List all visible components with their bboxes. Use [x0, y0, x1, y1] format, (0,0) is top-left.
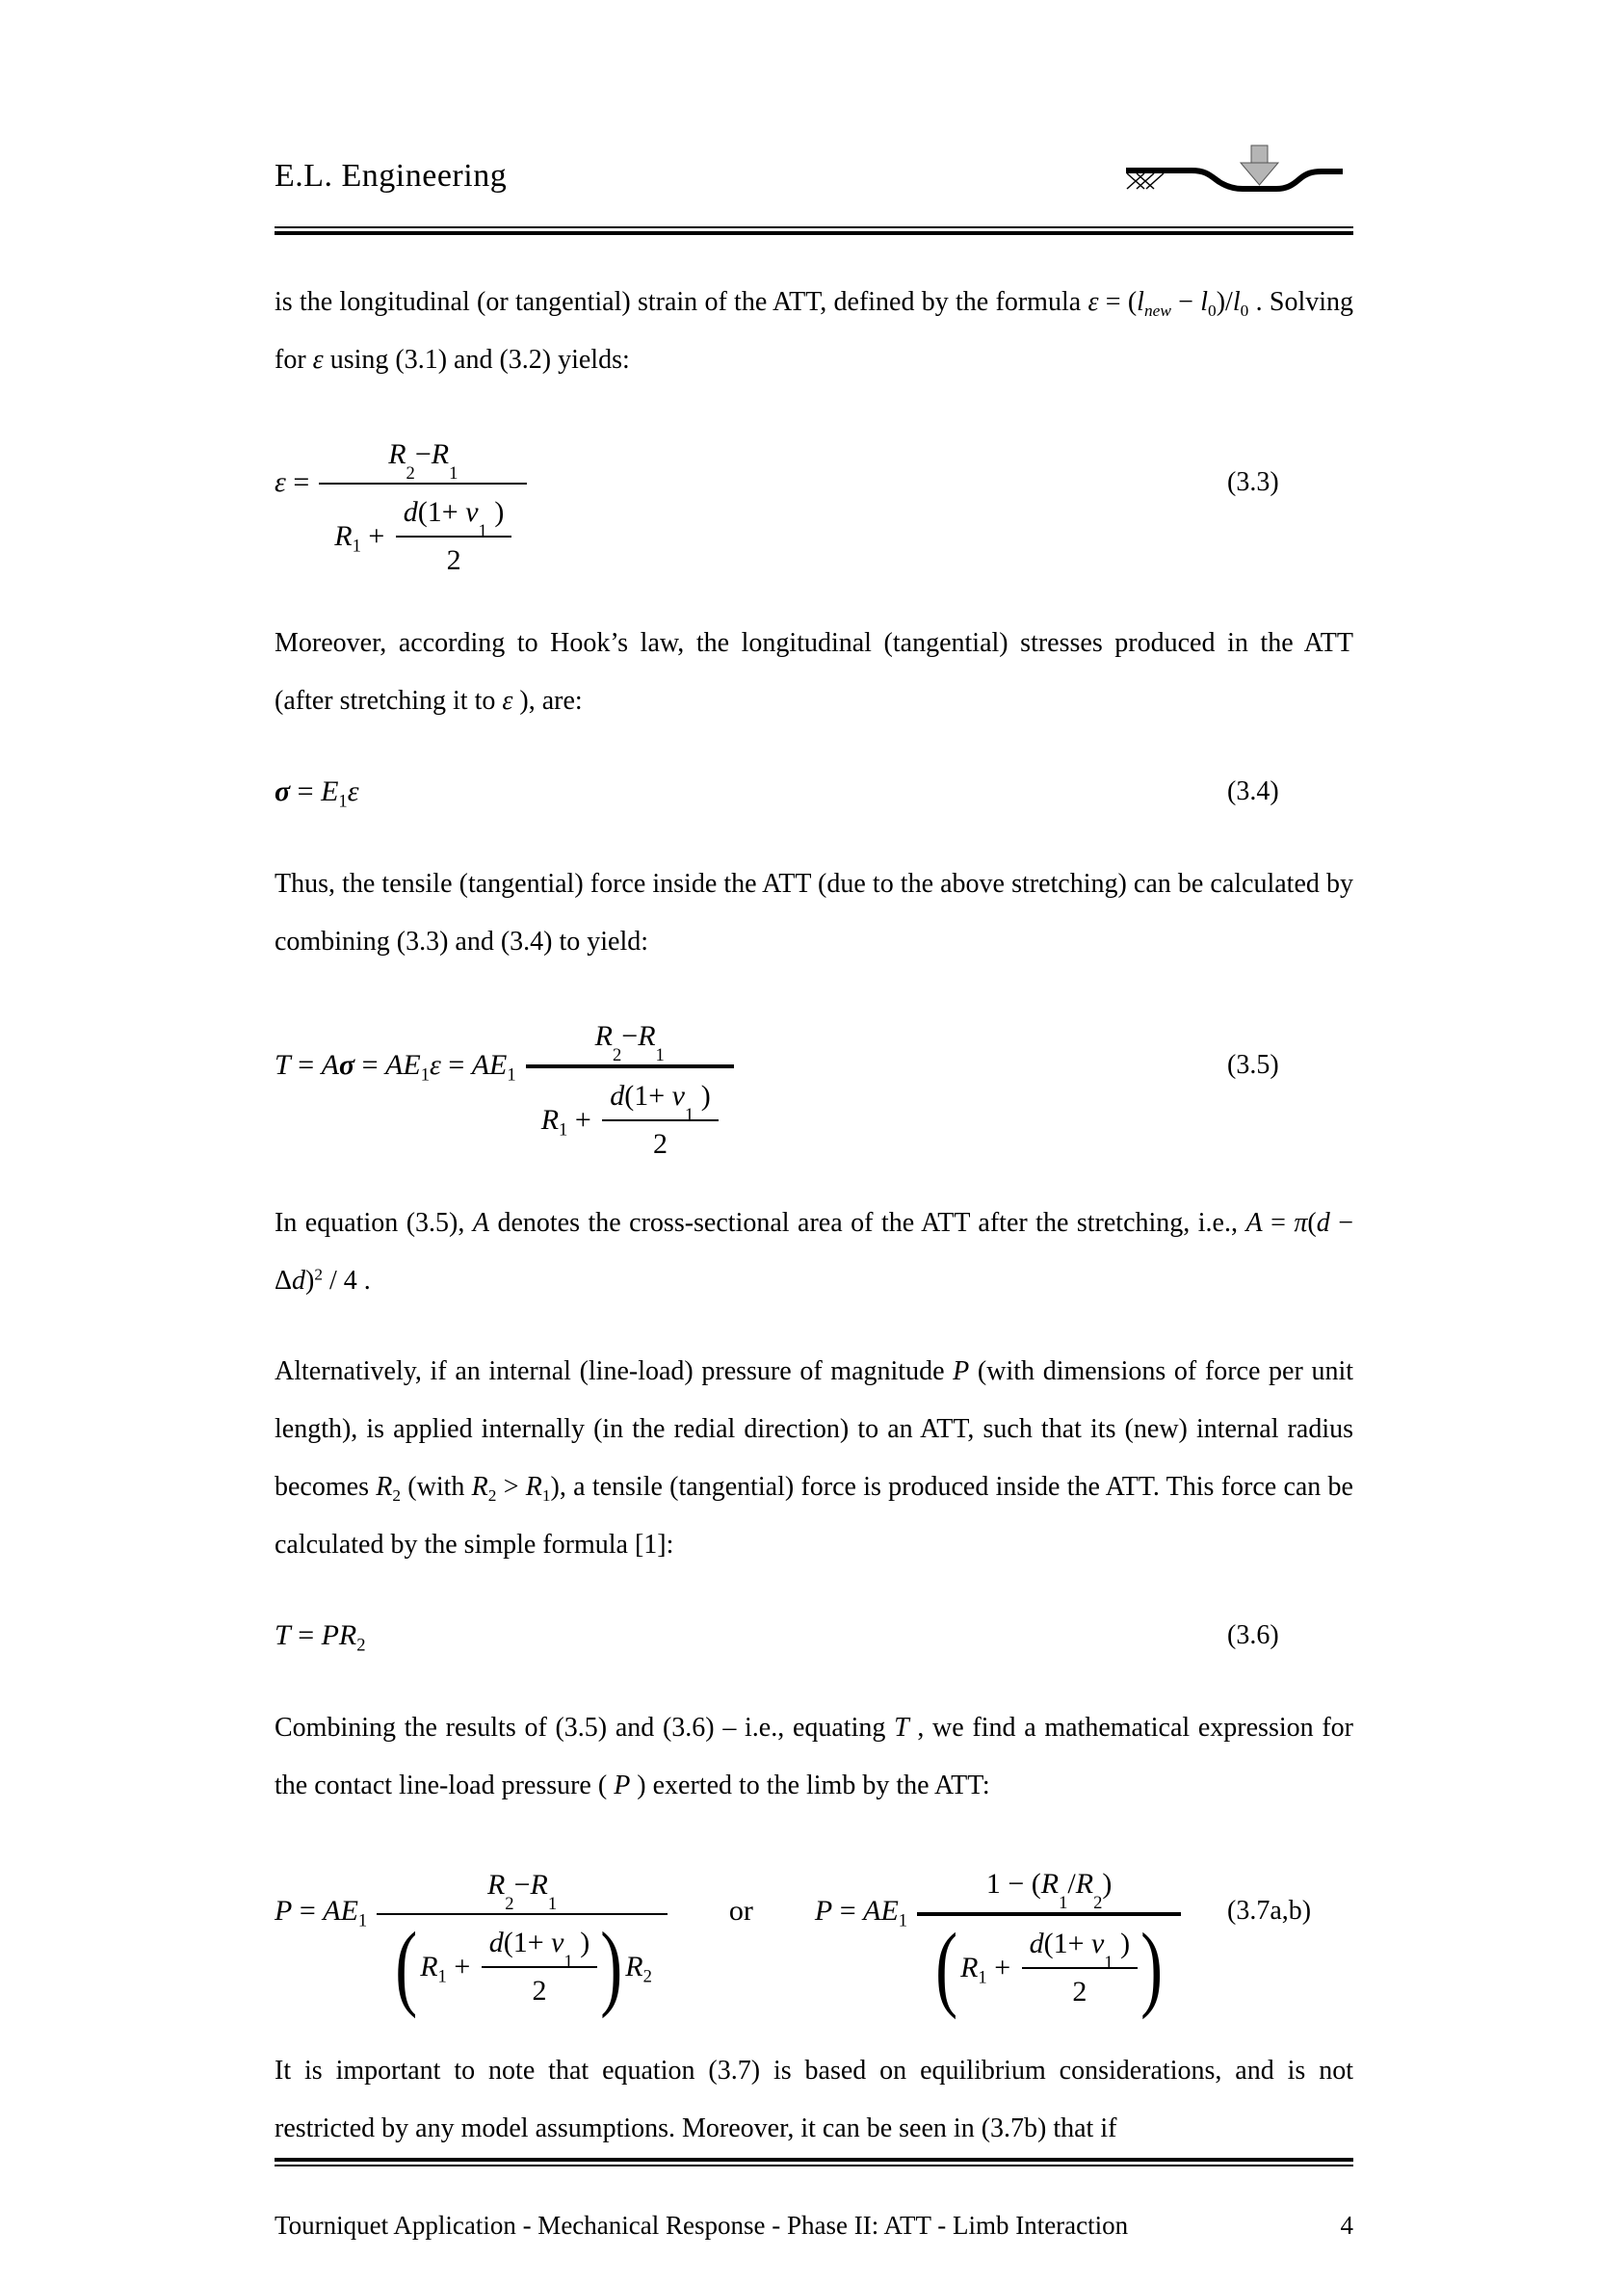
page-title: E.L. Engineering: [275, 158, 508, 194]
eq37b-lhs: $P = AE_1$: [814, 1895, 908, 1931]
equation-3-3: [275, 383, 1353, 582]
equation-3-7ab: [275, 1809, 1353, 2021]
equation-number-3-3: (3.3): [1227, 467, 1279, 497]
eq33-inner-fraction: [396, 493, 512, 580]
paragraph-combining: Combining the results of (3.5) and (3.6) – i.e., equating T , we find a mathematical expression for the contact line-load pressure ( P ) exerted to the limb by the ATT:: [275, 1713, 1353, 1800]
eq35-numerator: R 2 − R 1: [594, 1020, 665, 1065]
eq33-fraction: [319, 383, 527, 582]
or-separator: or: [728, 1895, 753, 1927]
hatch-marks: [1127, 173, 1164, 189]
eq37a-denominator: [377, 1913, 668, 2020]
open-paren: (: [395, 1913, 418, 2020]
eq37b-den-pre: $R_1$ +: [960, 1952, 1018, 1988]
eq37b-denominator: [917, 1912, 1181, 2021]
page-footer: [275, 2158, 1353, 2241]
down-arrow-icon: [1241, 145, 1278, 185]
page-number: 4: [1340, 2211, 1353, 2240]
eq37a-inner-den: 2: [482, 1966, 598, 2010]
eq35-lhs: $T = A\sigma = AE_1\varepsilon = AE_1$: [275, 1049, 516, 1086]
eq37b-inner-den: 2: [1022, 1967, 1139, 2011]
eq35-fraction: [526, 965, 734, 1166]
paragraph-equilibrium-note: It is important to note that equation (3.7) is based on equilibrium considerations, and is not restricted by any model assumptions. Moreover, it can be seen in (3.7b) that if: [275, 2056, 1353, 2143]
paragraph-hooks-law: Moreover, according to Hook’s law, the longitudinal (tangential) stresses produced in the ATT (after stretching it to ε ), are:: [275, 628, 1353, 716]
equation-number-3-7ab: (3.7a,b): [1227, 1896, 1312, 1926]
footer-rule: [275, 2158, 1353, 2166]
eq33-inner-den: 2: [396, 536, 512, 580]
eq33-lhs: ε =: [275, 466, 310, 498]
surface-line: [1126, 171, 1343, 189]
eq33-denominator: [319, 483, 527, 582]
eq33-numerator: R 2 − R 1: [388, 438, 458, 484]
eq35-den-pre: $R_1$ +: [540, 1104, 599, 1141]
equation-3-4: [275, 773, 1353, 811]
close-paren: ): [1140, 1914, 1164, 2021]
footer-title: Tourniquet Application - Mechanical Response - Phase II: ATT - Limb Interaction: [275, 2211, 1129, 2240]
eq36-body: $T = PR_2$: [275, 1619, 366, 1656]
equation-3-5: [275, 965, 1353, 1166]
eq37a-inner-fraction: [482, 1924, 598, 2010]
eq35-inner-fraction: [602, 1077, 719, 1164]
eq37a-fraction: [377, 1810, 668, 2020]
indentation-arrow-logo: [1124, 144, 1345, 193]
paragraph-cross-section: In equation (3.5), A denotes the cross-sectional area of the ATT after the stretching, i.e., $A = \pi(d - \Delta d)^2 / 4$ .: [275, 1208, 1354, 1296]
eq37b-numerator: 1 − ( R 1 / R 2 ): [985, 1868, 1113, 1913]
eq37a-lhs: $P = AE_1$: [275, 1895, 368, 1931]
header-rule: [275, 226, 1353, 235]
eq35-inner-num: d (1+ ν 1 ): [610, 1080, 711, 1125]
equation-number-3-4: (3.4): [1227, 776, 1279, 806]
paragraph-tensile-force: Thus, the tensile (tangential) force inside the ATT (due to the above stretching) can be calculated by combining (3.3) and (3.4) to yield:: [275, 869, 1353, 957]
eq37a-den-pre: $R_1$ +: [420, 1951, 478, 1987]
eq34-body: $\sigma = E_1\varepsilon$: [275, 775, 359, 812]
eq37b-fraction: [917, 1809, 1181, 2021]
eq35-inner-den: 2: [602, 1119, 719, 1164]
eq37a-numerator: R 2 − R 1: [486, 1869, 558, 1914]
document-body: [275, 235, 1353, 2158]
open-paren: (: [935, 1914, 958, 2021]
eq37a-inner-num: d (1+ ν 1 ): [488, 1927, 590, 1972]
eq37b-inner-num: d (1+ ν 1 ): [1029, 1928, 1131, 1973]
equation-number-3-5: (3.5): [1227, 1050, 1279, 1080]
eq37b-inner-fraction: [1022, 1925, 1139, 2011]
eq37a-den-post: $R_2$: [625, 1951, 652, 1987]
equation-3-6: [275, 1616, 1353, 1655]
eq33-den-pre: $R_1$ +: [334, 520, 392, 557]
paragraph-strain-definition: is the longitudinal (or tangential) strain of the ATT, defined by the formula $\varepsilon = (l_{new} - l_0)/l_0$ . Solving for ε using (3.1) and (3.2) yields:: [275, 287, 1353, 375]
page-header: [275, 144, 1353, 235]
eq33-inner-num: d (1+ ν 1 ): [403, 496, 505, 541]
paragraph-alternative-pressure: Alternatively, if an internal (line-load) pressure of magnitude P (with dimensions of force per unit length), is applied internally (in the redial direction) to an ATT, such that its (new) internal radius becomes $R_2$ (with $R_2 > R_1$), a tensile (tangential) force is produced inside the ATT. This force can be calculated by the simple formula [1]:: [275, 1356, 1353, 1560]
close-paren: ): [600, 1913, 623, 2020]
equation-number-3-6: (3.6): [1227, 1620, 1279, 1650]
eq35-denominator: [526, 1064, 734, 1166]
